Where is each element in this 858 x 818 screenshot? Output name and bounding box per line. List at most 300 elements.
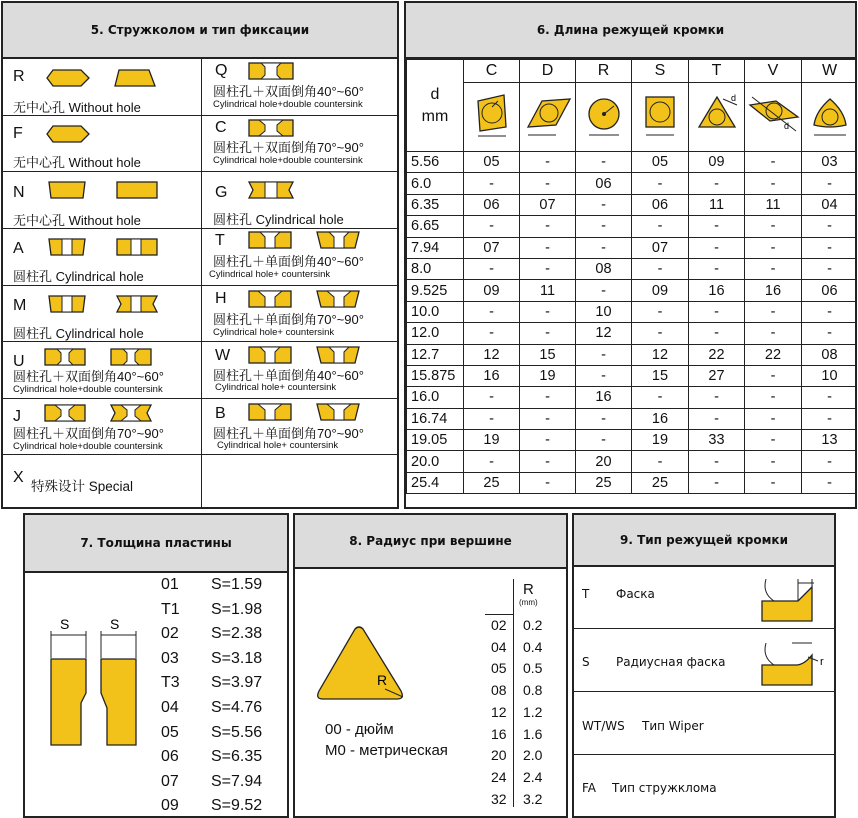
chipbreaker-code: N <box>13 184 25 201</box>
insert-countersink-icon <box>245 288 385 310</box>
table-row <box>407 344 858 365</box>
thickness-code: 06 <box>161 748 179 766</box>
length-code-cell: 25 <box>632 472 689 493</box>
shape-col-header: V <box>745 60 802 83</box>
length-code-cell: - <box>576 365 632 386</box>
thickness-value: S=9.52 <box>211 797 263 815</box>
length-code-cell: 16 <box>745 280 802 301</box>
chipbreaker-desc: 圆柱孔＋单面倒角40°~60° <box>213 254 364 269</box>
length-code-cell: - <box>464 451 520 472</box>
chipbreaker-code: J <box>13 408 21 425</box>
chipbreaker-desc-en: Cylindrical hole+double countersink <box>213 99 363 110</box>
length-code-cell: 25 <box>464 472 520 493</box>
edge-name: Фаска <box>616 587 655 601</box>
d-value-cell: 5.56 <box>407 152 464 173</box>
chipbreaker-desc: 圆柱孔＋双面倒角40°~60° <box>213 84 364 99</box>
table-row <box>407 216 858 237</box>
triangle-insert-icon <box>691 89 743 141</box>
thickness-code: 07 <box>161 772 179 790</box>
chipbreaker-desc: 圆柱孔 Cylindrical hole <box>213 212 344 227</box>
chipbreaker-code: A <box>13 240 24 257</box>
row-divider <box>3 454 397 455</box>
thickness-value: S=3.18 <box>211 649 263 667</box>
length-code-cell: - <box>520 451 576 472</box>
thickness-value: S=1.59 <box>211 576 263 593</box>
square-insert-icon <box>636 89 684 141</box>
cutting-edge-length-table <box>406 59 857 494</box>
r-symbol: r <box>820 656 824 668</box>
r-header: R <box>523 581 534 598</box>
length-code-cell: - <box>464 387 520 408</box>
insert-double-countersink-icon <box>41 346 161 368</box>
length-code-cell: - <box>632 387 689 408</box>
d-value-cell: 6.0 <box>407 173 464 194</box>
insert-without-hole-icon <box>45 123 105 145</box>
section-8-title: 8. Радиус при вершине <box>295 515 566 569</box>
edge-code: T <box>582 587 590 601</box>
radius-code: 20 <box>491 747 507 764</box>
insert-double-countersink-icon <box>247 60 297 82</box>
edge-name: Радиусная фаска <box>616 655 726 669</box>
length-code-cell: - <box>745 258 802 279</box>
thickness-value: S=2.38 <box>211 625 263 643</box>
d-value-cell: 19.05 <box>407 430 464 451</box>
section-5-panel <box>1 1 399 509</box>
length-code-cell: 03 <box>802 152 858 173</box>
insert-without-hole-icon <box>45 179 165 201</box>
thickness-code: 09 <box>161 797 179 815</box>
d-label: d <box>430 85 440 103</box>
d-value-cell: 12.0 <box>407 323 464 344</box>
length-code-cell: - <box>745 173 802 194</box>
insert-countersink-icon <box>245 401 385 423</box>
table-row <box>407 408 858 429</box>
length-code-cell: 16 <box>464 365 520 386</box>
chipbreaker-desc-en: Cylindrical hole+double countersink <box>13 384 163 395</box>
length-code-cell: - <box>745 430 802 451</box>
thickness-value: S=5.56 <box>211 723 263 741</box>
d-mm-header <box>407 60 464 152</box>
length-code-cell: - <box>632 451 689 472</box>
radius-label: R <box>377 672 388 688</box>
length-code-cell: - <box>802 173 858 194</box>
length-code-cell: - <box>745 301 802 322</box>
mm-label: mm <box>421 107 449 125</box>
radius-code: 12 <box>491 703 507 720</box>
table-row <box>407 194 858 215</box>
length-code-cell: - <box>464 173 520 194</box>
radius-value: 0.8 <box>523 682 543 699</box>
length-code-cell: 25 <box>576 472 632 493</box>
trigon-insert-icon <box>806 89 854 141</box>
table-row <box>407 472 858 493</box>
length-code-cell: - <box>689 237 745 258</box>
length-code-cell: - <box>464 408 520 429</box>
length-code-cell: - <box>632 216 689 237</box>
length-code-cell: - <box>689 408 745 429</box>
table-row <box>407 258 858 279</box>
length-code-cell: - <box>576 408 632 429</box>
section-6-panel <box>404 1 857 509</box>
table-row <box>407 323 858 344</box>
length-code-cell: 12 <box>576 323 632 344</box>
section-7-panel <box>23 513 289 818</box>
length-code-cell: 05 <box>632 152 689 173</box>
length-code-cell: - <box>802 323 858 344</box>
chipbreaker-code: H <box>215 290 227 307</box>
length-code-cell: - <box>632 323 689 344</box>
insert-countersink-icon <box>245 229 385 251</box>
length-code-cell: 05 <box>464 152 520 173</box>
length-code-cell: - <box>802 258 858 279</box>
length-code-cell: 16 <box>632 408 689 429</box>
length-code-cell: - <box>576 194 632 215</box>
length-code-cell: - <box>576 237 632 258</box>
d-value-cell: 9.525 <box>407 280 464 301</box>
shape-col-header: W <box>802 60 858 83</box>
chipbreaker-code: G <box>215 184 228 201</box>
chipbreaker-code: X <box>13 469 24 486</box>
length-code-cell: - <box>689 258 745 279</box>
radius-chamfer-edge-diagram <box>752 635 836 689</box>
shape-v-icon-cell <box>745 83 802 152</box>
shape-d-icon-cell <box>520 83 576 152</box>
length-code-cell: - <box>802 216 858 237</box>
length-code-cell: - <box>576 344 632 365</box>
length-code-cell: - <box>802 387 858 408</box>
shape-col-header: D <box>520 60 576 83</box>
length-code-cell: 12 <box>464 344 520 365</box>
length-code-cell: 06 <box>632 194 689 215</box>
table-row <box>407 301 858 322</box>
chipbreaker-desc: 圆柱孔＋双面倒角70°~90° <box>213 140 364 155</box>
length-code-cell: - <box>689 216 745 237</box>
length-code-cell: - <box>689 387 745 408</box>
length-code-cell: 06 <box>576 173 632 194</box>
chipbreaker-desc-en: Cylindrical hole+ countersink <box>213 327 335 338</box>
table-row <box>407 237 858 258</box>
thickness-value: S=3.97 <box>211 674 263 692</box>
length-code-cell: 16 <box>576 387 632 408</box>
length-code-cell: 19 <box>520 365 576 386</box>
length-code-cell: - <box>745 365 802 386</box>
chipbreaker-code: Q <box>215 62 228 79</box>
r-column-divider <box>513 579 514 807</box>
length-code-cell: - <box>745 323 802 344</box>
length-code-cell: - <box>520 301 576 322</box>
length-code-cell: - <box>520 430 576 451</box>
thickness-code: 01 <box>161 576 179 593</box>
thickness-value: S=6.35 <box>211 748 263 766</box>
length-code-cell: - <box>689 472 745 493</box>
shape-col-header: C <box>464 60 520 83</box>
r-unit: (mm) <box>519 598 538 607</box>
table-row <box>407 387 858 408</box>
radius-code: 32 <box>491 790 507 807</box>
section-9-panel <box>572 513 836 818</box>
length-code-cell: 22 <box>689 344 745 365</box>
corner-radius-diagram <box>315 625 415 715</box>
section-9-title: 9. Тип режущей кромки <box>574 515 834 567</box>
length-code-cell: 20 <box>576 451 632 472</box>
shape-c-icon-cell <box>464 83 520 152</box>
length-code-cell: 11 <box>745 194 802 215</box>
edge-code: WT/WS <box>582 719 625 733</box>
chipbreaker-desc-en: Cylindrical hole+ countersink <box>217 440 339 451</box>
length-code-cell: - <box>520 258 576 279</box>
table-row <box>407 152 858 173</box>
length-code-cell: 16 <box>689 280 745 301</box>
radius-value: 0.5 <box>523 660 543 677</box>
insert-double-countersink-icon <box>41 402 161 424</box>
length-code-cell: - <box>520 173 576 194</box>
length-code-cell: 13 <box>802 430 858 451</box>
s-dimension-label: S <box>60 616 70 632</box>
chipbreaker-desc-en: Cylindrical hole+double countersink <box>213 155 363 166</box>
shape-r-icon-cell <box>576 83 632 152</box>
length-code-cell: - <box>802 301 858 322</box>
thickness-code: T1 <box>161 600 180 618</box>
length-code-cell: 07 <box>632 237 689 258</box>
length-code-cell: 06 <box>802 280 858 301</box>
s-dimension-label: S <box>110 616 120 632</box>
length-code-cell: 15 <box>632 365 689 386</box>
length-code-cell: - <box>520 152 576 173</box>
length-code-cell: - <box>802 451 858 472</box>
insert-cylindrical-hole-icon <box>247 179 297 201</box>
row-divider <box>3 285 397 286</box>
length-code-cell: 11 <box>520 280 576 301</box>
length-code-cell: - <box>745 451 802 472</box>
rhombic-80-insert-icon <box>468 89 516 141</box>
d-value-cell: 10.0 <box>407 301 464 322</box>
table-row <box>407 451 858 472</box>
shape-w-icon-cell <box>802 83 858 152</box>
length-code-cell: - <box>689 451 745 472</box>
chipbreaker-desc: 圆柱孔 Cylindrical hole <box>13 269 144 284</box>
length-code-cell: - <box>520 323 576 344</box>
section-6-title: 6. Длина режущей кромки <box>406 3 855 59</box>
length-code-cell: 27 <box>689 365 745 386</box>
length-code-cell: - <box>689 301 745 322</box>
length-code-cell: 09 <box>464 280 520 301</box>
chamfer-edge-diagram <box>752 573 832 625</box>
length-code-cell: - <box>802 237 858 258</box>
section-5-title: 5. Стружколом и тип фиксации <box>3 3 397 59</box>
d-value-cell: 6.65 <box>407 216 464 237</box>
chipbreaker-desc: 无中心孔 Without hole <box>13 100 141 115</box>
chipbreaker-code: C <box>215 119 227 136</box>
svg-text:d: d <box>730 93 736 103</box>
thickness-value: S=1.98 <box>211 600 263 618</box>
shape-col-header: R <box>576 60 632 83</box>
shape-col-header: T <box>689 60 745 83</box>
length-code-cell: - <box>464 301 520 322</box>
radius-value: 2.0 <box>523 747 543 764</box>
thickness-code: T3 <box>161 674 180 692</box>
length-code-cell: - <box>745 237 802 258</box>
table-row <box>407 365 858 386</box>
length-code-cell: 04 <box>802 194 858 215</box>
chipbreaker-desc: 无中心孔 Without hole <box>13 155 141 170</box>
chipbreaker-desc: 无中心孔 Without hole <box>13 213 141 228</box>
length-code-cell: - <box>576 430 632 451</box>
length-code-cell: - <box>576 152 632 173</box>
chipbreaker-code: T <box>215 232 225 249</box>
length-code-cell: - <box>576 216 632 237</box>
chipbreaker-desc-en: Cylindrical hole+ countersink <box>209 269 331 280</box>
radius-code: 24 <box>491 768 507 785</box>
radius-value: 1.6 <box>523 725 543 742</box>
length-code-cell: 11 <box>689 194 745 215</box>
d-value-cell: 16.0 <box>407 387 464 408</box>
length-code-cell: 33 <box>689 430 745 451</box>
d-value-cell: 25.4 <box>407 472 464 493</box>
shape-s-icon-cell <box>632 83 689 152</box>
thickness-code: 03 <box>161 649 179 667</box>
shape-col-header: S <box>632 60 689 83</box>
chipbreaker-desc: 圆柱孔＋单面倒角70°~90° <box>213 426 364 441</box>
length-code-cell: - <box>745 408 802 429</box>
chipbreaker-code: R <box>13 68 25 85</box>
length-code-cell: - <box>632 301 689 322</box>
thickness-value: S=4.76 <box>211 699 263 716</box>
chipbreaker-code: W <box>215 347 231 364</box>
row-divider <box>574 691 834 692</box>
d-value-cell: 16.74 <box>407 408 464 429</box>
rhombic-55-insert-icon <box>522 89 574 141</box>
edge-name: Тип Wiper <box>642 719 704 733</box>
radius-value: 0.4 <box>523 638 543 655</box>
length-code-cell: - <box>464 323 520 344</box>
radius-code: 02 <box>491 617 507 633</box>
radius-value: 2.4 <box>523 768 543 785</box>
d-value-cell: 6.35 <box>407 194 464 215</box>
length-code-cell: - <box>632 258 689 279</box>
length-code-cell: 10 <box>576 301 632 322</box>
r-header-underline <box>485 614 513 615</box>
chipbreaker-desc-en: Cylindrical hole+double countersink <box>13 441 163 452</box>
insert-without-hole-icon <box>45 67 165 89</box>
edge-code: FA <box>582 781 597 795</box>
length-code-cell: 07 <box>520 194 576 215</box>
table-row <box>407 280 858 301</box>
chipbreaker-code: B <box>215 405 226 422</box>
length-code-cell: - <box>745 472 802 493</box>
length-code-cell: 19 <box>632 430 689 451</box>
d-value-cell: 8.0 <box>407 258 464 279</box>
insert-double-countersink-icon <box>247 117 297 139</box>
row-divider <box>3 171 397 172</box>
length-code-cell: - <box>464 258 520 279</box>
section-5-divider <box>201 59 202 507</box>
d-value-cell: 15.875 <box>407 365 464 386</box>
section-7-title: 7. Толщина пластины <box>25 515 287 573</box>
length-code-cell: 09 <box>632 280 689 301</box>
shape-t-icon-cell <box>689 83 745 152</box>
edge-name: Тип стружклома <box>612 781 717 795</box>
radius-code: 05 <box>491 660 507 677</box>
round-insert-icon <box>580 89 628 141</box>
chipbreaker-desc: 圆柱孔＋单面倒角40°~60° <box>213 368 364 383</box>
note-inch: 00 - дюйм <box>325 721 394 738</box>
chipbreaker-desc-en: Cylindrical hole+ countersink <box>215 382 337 393</box>
insert-cylindrical-hole-icon <box>45 293 165 315</box>
rhombic-35-insert-icon <box>746 89 800 141</box>
row-divider <box>3 398 397 399</box>
radius-value: 1.2 <box>523 703 543 720</box>
length-code-cell: - <box>520 216 576 237</box>
length-code-cell: 06 <box>464 194 520 215</box>
length-code-cell: - <box>520 387 576 408</box>
section-8-panel <box>293 513 568 818</box>
length-code-cell: 19 <box>464 430 520 451</box>
length-code-cell: - <box>520 472 576 493</box>
length-code-cell: - <box>802 472 858 493</box>
d-value-cell: 7.94 <box>407 237 464 258</box>
length-code-cell: 15 <box>520 344 576 365</box>
length-code-cell: - <box>802 408 858 429</box>
chipbreaker-code: U <box>13 353 25 370</box>
thickness-value: S=7.94 <box>211 772 263 790</box>
radius-code: 04 <box>491 638 507 655</box>
length-code-cell: - <box>745 152 802 173</box>
length-code-cell: - <box>520 408 576 429</box>
length-code-cell: 07 <box>464 237 520 258</box>
length-code-cell: - <box>464 216 520 237</box>
insert-thickness-diagram <box>41 613 151 753</box>
d-value-cell: 20.0 <box>407 451 464 472</box>
note-metric: M0 - метрическая <box>325 742 448 759</box>
chipbreaker-desc: 圆柱孔 Cylindrical hole <box>13 326 144 341</box>
thickness-code: 04 <box>161 699 179 716</box>
length-code-cell: 09 <box>689 152 745 173</box>
table-row <box>407 430 858 451</box>
length-code-cell: - <box>745 387 802 408</box>
d-value-cell: 12.7 <box>407 344 464 365</box>
chipbreaker-code: M <box>13 297 27 314</box>
radius-code: 08 <box>491 682 507 699</box>
chipbreaker-desc: 特殊设计 Special <box>31 479 134 494</box>
radius-value: 0.2 <box>523 617 543 633</box>
length-code-cell: 08 <box>802 344 858 365</box>
chipbreaker-desc: 圆柱孔＋双面倒角70°~90° <box>13 426 164 441</box>
radius-code: 16 <box>491 725 507 742</box>
chipbreaker-desc: 圆柱孔＋双面倒角40°~60° <box>13 369 164 384</box>
length-code-cell: 12 <box>632 344 689 365</box>
length-code-cell: - <box>520 237 576 258</box>
length-code-cell: 10 <box>802 365 858 386</box>
length-code-cell: 08 <box>576 258 632 279</box>
edge-code: S <box>582 655 590 669</box>
row-divider <box>574 754 834 755</box>
length-code-cell: - <box>745 216 802 237</box>
chipbreaker-code: F <box>13 125 23 142</box>
radius-value: 3.2 <box>523 790 543 807</box>
thickness-code: 02 <box>161 625 179 643</box>
length-code-cell: - <box>632 173 689 194</box>
thickness-code: 05 <box>161 723 179 741</box>
chipbreaker-desc: 圆柱孔＋单面倒角70°~90° <box>213 312 364 327</box>
insert-cylindrical-hole-icon <box>45 236 165 258</box>
insert-countersink-icon <box>245 344 385 366</box>
length-code-cell: 22 <box>745 344 802 365</box>
length-code-cell: - <box>576 280 632 301</box>
length-code-cell: - <box>689 173 745 194</box>
svg-text:d: d <box>784 121 790 131</box>
row-divider <box>574 628 834 629</box>
length-code-cell: - <box>689 323 745 344</box>
